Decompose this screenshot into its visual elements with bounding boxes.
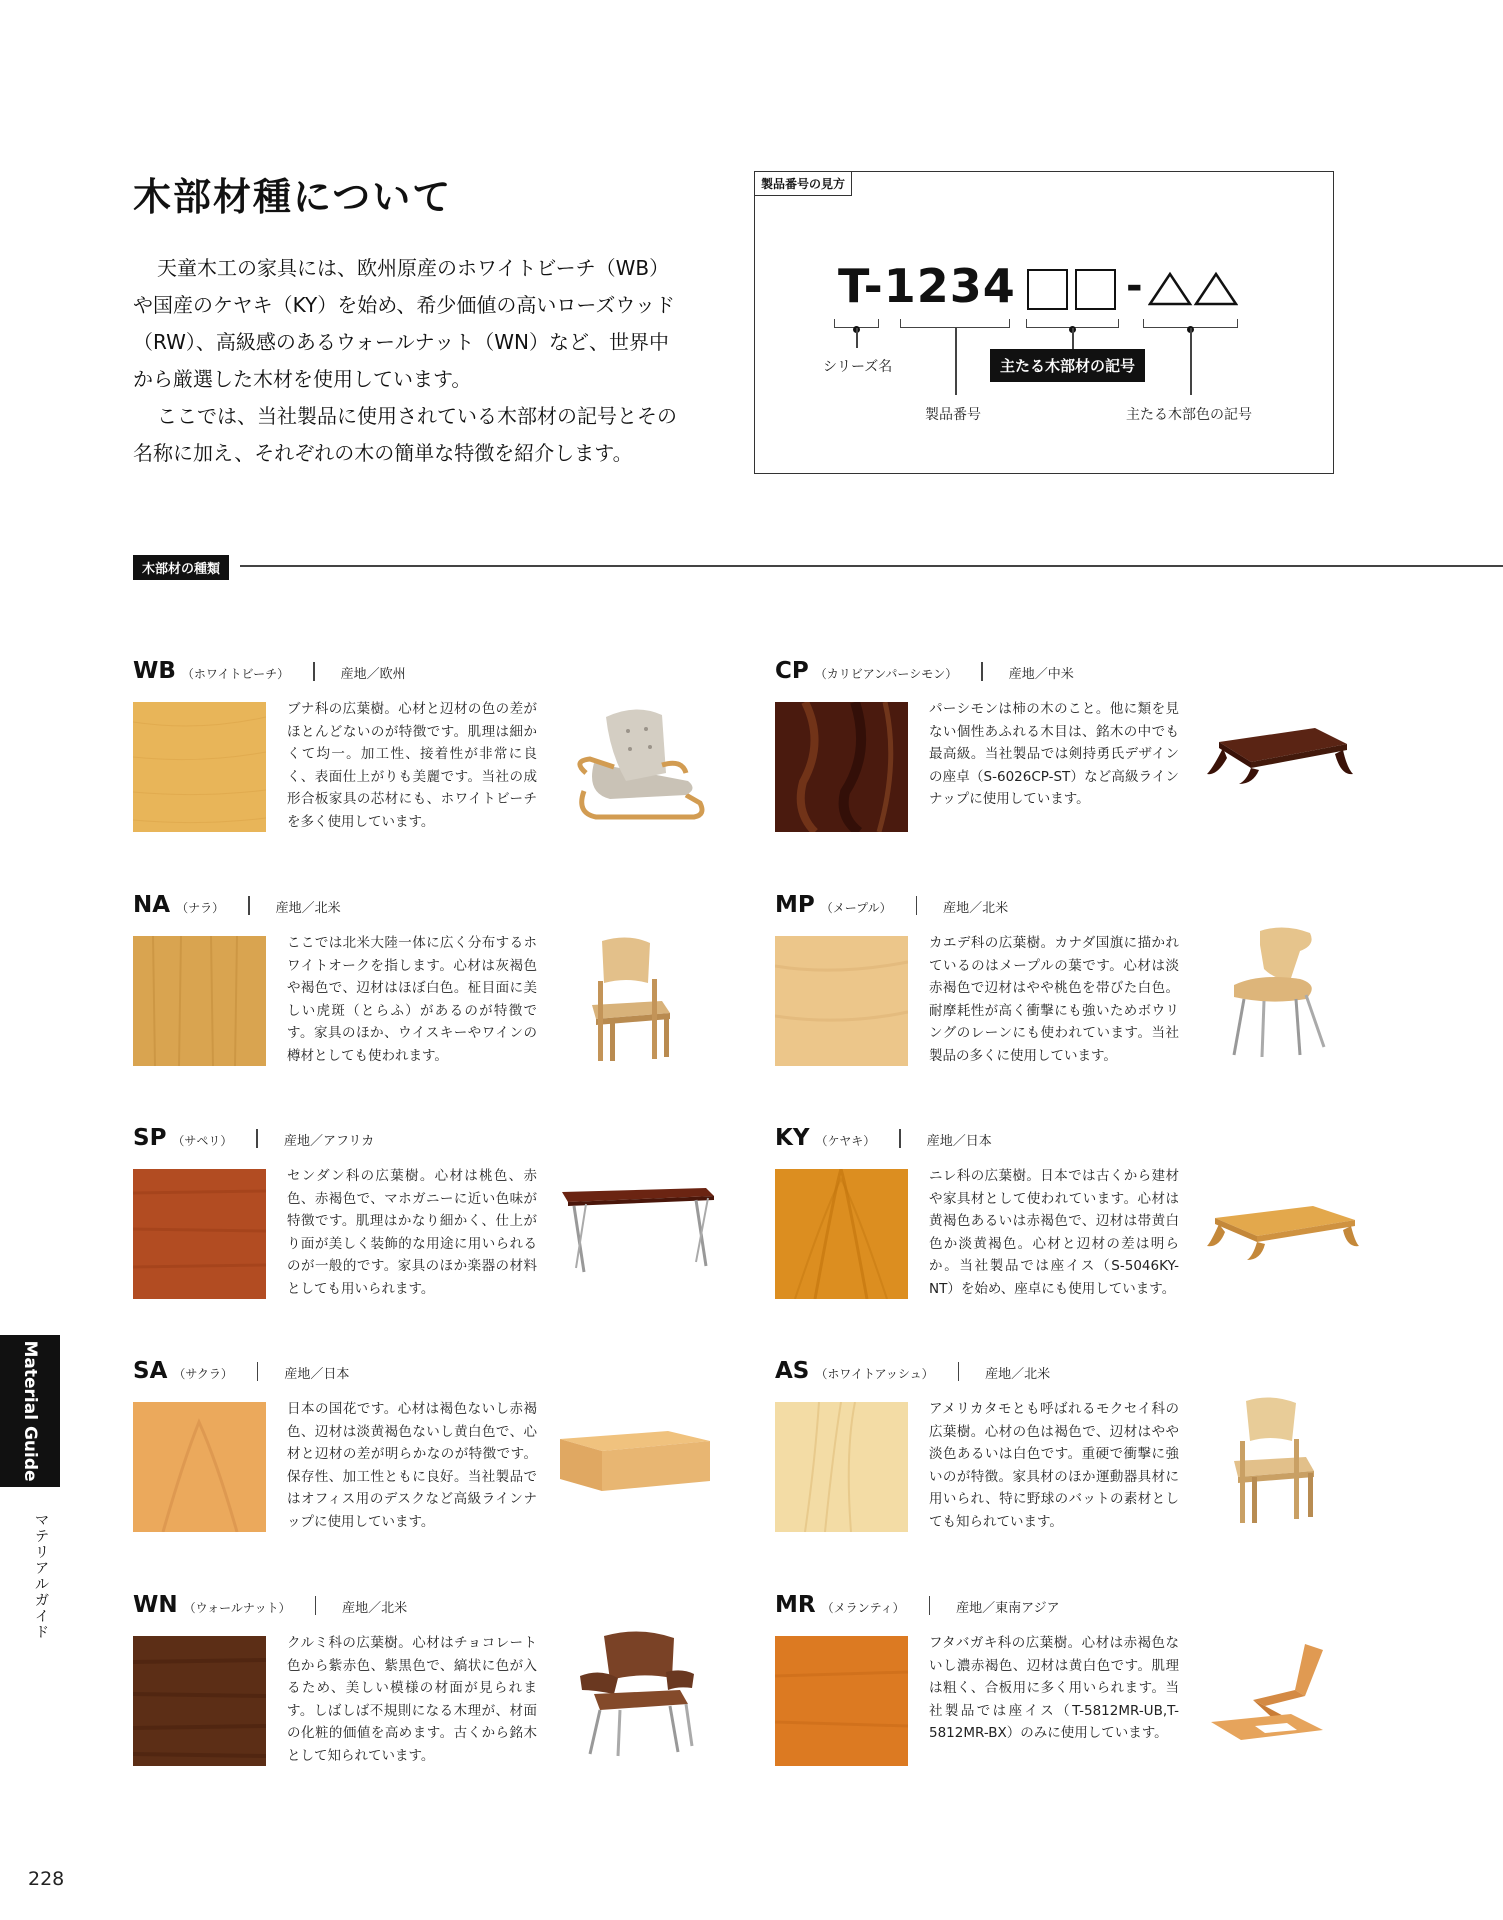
desk-image	[556, 1180, 716, 1280]
wood-desc-na: ここでは北米大陸一体に広く分布するホワイトオークを指します。心材は灰褐色や褐色で、辺材はほぼ白色。柾目面に美しい虎斑（とらふ）があるのが特徴です。家具のほか、ウイスキーやワインの樽材としても使われます。	[287, 935, 537, 1064]
wood-swatch-as	[775, 1402, 908, 1532]
wood-header-mr	[775, 1592, 1060, 1618]
line-color	[1190, 328, 1192, 395]
label-material: 主たる木部材の記号	[990, 349, 1145, 382]
wood-header-wn	[133, 1592, 407, 1618]
wood-header-cp	[775, 658, 1074, 684]
wood-code: WN	[133, 1592, 178, 1618]
triangle-placeholder-2	[1196, 274, 1236, 304]
wood-swatch-mp	[775, 936, 908, 1066]
wood-origin: 産地／北米	[943, 901, 1009, 916]
wood-swatch-sp	[133, 1169, 266, 1299]
intro-paragraph-2: ここでは、当社製品に使用されている木部材の記号とその名称に加え、それぞれの木の簡単な特徴を紹介します。	[133, 404, 677, 465]
wood-name: （ホワイトビーチ）	[181, 667, 290, 681]
wood-header-wb	[133, 658, 406, 684]
wood-code: SA	[133, 1358, 168, 1384]
wood-name: （ケヤキ）	[815, 1134, 876, 1148]
wood-header-ky	[775, 1125, 992, 1151]
wood-desc-wb: ブナ科の広葉樹。心材と辺材の色の差がほとんどないのが特徴です。肌理は細かくて均一。加工性、接着性が非常に良く、表面仕上がりも美麗です。当社の成形合板家具の芯材にも、ホワイトビーチを多く使用しています。	[287, 701, 537, 830]
wood-origin: 産地／アフリカ	[283, 1134, 375, 1149]
wood-name: （サペリ）	[172, 1134, 233, 1148]
wood-desc-wn: クルミ科の広葉樹。心材はチョコレート色から紫赤色、紫黒色で、縞状に色が入るため、美しい模様の材面が見られます。しばしば不規則になる木理が、材面の化粧的価値を高めます。古くから銘木として知られています。	[287, 1635, 537, 1764]
wood-name: （ナラ）	[176, 901, 225, 915]
guide-dash: -	[1126, 263, 1143, 309]
wood-name: （ホワイトアッシュ）	[815, 1367, 934, 1381]
wood-header-na	[133, 892, 341, 918]
wood-code: KY	[775, 1125, 810, 1151]
wood-swatch-cp	[775, 702, 908, 832]
line-series	[856, 328, 858, 348]
triangle-placeholders	[1148, 268, 1238, 308]
wood-desc-ky: ニレ科の広葉樹。日本では古くから建材や家具材として使われています。心材は黄褐色あるいは赤褐色で、辺材は帯黄白色か淡黄褐色。心材と辺材の差は明らか。当社製品では座イス（S-5046KY-NT）を始め、座卓にも使用しています。	[929, 1168, 1179, 1297]
intro-paragraph-1: 天童木工の家具には、欧州原産のホワイトビーチ（WB）や国産のケヤキ（KY）を始め、希少価値の高いローズウッド（RW）、高級感のあるウォールナット（WN）など、世界中から厳選した木材を使用しています。	[133, 256, 676, 391]
label-product: 製品番号	[925, 407, 981, 423]
section-tag: 木部材の種類	[133, 555, 229, 580]
wood-code: WB	[133, 658, 176, 684]
wood-name: （メープル）	[820, 901, 892, 915]
page-title: 木部材種について	[133, 175, 453, 219]
wood-header-sp	[133, 1125, 374, 1151]
wood-header-as	[775, 1358, 1050, 1384]
wood-desc-mp: カエデ科の広葉樹。カナダ国旗に描かれているのはメープルの葉です。心材は淡赤褐色で辺材はやや桃色を帯びた白色。耐摩耗性が高く衝撃にも強いためボウリングのレーンにも使われています。当社製品の多くに使用しています。	[929, 935, 1179, 1064]
wood-origin: 産地／東南アジア	[956, 1601, 1060, 1616]
wood-swatch-wn	[133, 1636, 266, 1766]
wood-swatch-mr	[775, 1636, 908, 1766]
armchair-image	[570, 1628, 700, 1758]
wood-code: MP	[775, 892, 815, 918]
wood-swatch-wb	[133, 702, 266, 832]
wood-code: AS	[775, 1358, 810, 1384]
wood-code: NA	[133, 892, 171, 918]
label-color: 主たる木部色の記号	[1126, 407, 1252, 423]
wood-origin: 産地／中米	[1008, 667, 1074, 682]
plywood-chair-image	[1210, 1395, 1330, 1530]
wood-desc-sa: 日本の国花です。心材は褐色ないし赤褐色、辺材は淡黄褐色ないし黄白色で、心材と辺材の差が明らかなのが特徴です。保存性、加工性ともに良好。当社製品ではオフィス用のデスクなど高級ラインナップに使用しています。	[287, 1401, 537, 1530]
wood-desc-mr: フタバガキ科の広葉樹。心材は赤褐色ないし濃赤褐色、辺材は黄白色です。肌理は粗く、合板用に多く用いられます。当社製品では座イス（T-5812MR-UB,T-5812MR-BX）のみに使用しています。	[929, 1635, 1179, 1741]
label-series: シリーズ名	[823, 359, 893, 375]
wood-desc-cp: パーシモンは柿の木のこと。他に類を見ない個性あふれる木目は、銘木の中でも最高級。当社製品では剣持勇氏デザインの座卓（S-6026CP-ST）など高級ラインナップに使用しています。	[929, 701, 1179, 807]
wood-code: CP	[775, 658, 809, 684]
wood-name: （ウォールナット）	[183, 1601, 291, 1615]
wood-origin: 産地／日本	[926, 1134, 992, 1149]
guide-tag: 製品番号の見方	[755, 172, 852, 196]
wood-code: MR	[775, 1592, 816, 1618]
wood-name: （カリビアンパーシモン）	[814, 667, 958, 681]
lounge-chair-image	[566, 703, 716, 823]
wood-origin: 産地／北米	[275, 901, 341, 916]
wood-swatch-sa	[133, 1402, 266, 1532]
wood-desc-as: アメリカタモとも呼ばれるモクセイ科の広葉樹。心材の色は褐色で、辺材はやや淡色あるいは白色です。重硬で衝撃に強いのが特徴。家具材のほか運動器具材に用いられ、特に野球のバットの素材としても知られています。	[929, 1401, 1179, 1530]
line-product	[955, 328, 957, 395]
chair-image	[566, 935, 686, 1065]
low-table-light-image	[1205, 1198, 1360, 1268]
block-table-image	[556, 1425, 716, 1500]
wood-swatch-na	[133, 936, 266, 1066]
wood-swatch-ky	[775, 1169, 908, 1299]
wood-code: SP	[133, 1125, 167, 1151]
wood-origin: 産地／日本	[284, 1367, 350, 1382]
triangle-placeholder-1	[1150, 274, 1190, 304]
wood-origin: 産地／北米	[342, 1601, 408, 1616]
side-label-jp: マテリアルガイド	[35, 1513, 49, 1641]
wood-origin: 産地／北米	[985, 1367, 1051, 1382]
section-divider	[240, 565, 1503, 567]
low-table-dark-image	[1205, 718, 1355, 788]
guide-code: T-1234	[838, 259, 1016, 313]
side-tab-label: Material Guide	[20, 1340, 40, 1482]
wood-origin: 産地／欧州	[340, 667, 406, 682]
page-number: 228	[28, 1868, 65, 1890]
wood-name: （メランティ）	[821, 1601, 905, 1615]
wood-desc-sp: センダン科の広葉樹。心材は桃色、赤色、赤褐色で、マホガニーに近い色味が特徴です。肌理はかなり細かく、仕上がり面が美しく装飾的な用途に用いられるのが一般的です。家具のほか楽器の材料としても用いられます。	[287, 1168, 537, 1297]
metal-leg-chair-image	[1220, 925, 1340, 1060]
intro-text	[133, 250, 688, 472]
square-placeholder-2	[1075, 269, 1116, 310]
wood-header-mp	[775, 892, 1008, 918]
bracket-product	[900, 319, 1010, 328]
square-placeholder-1	[1027, 269, 1068, 310]
wood-name: （サクラ）	[173, 1367, 233, 1381]
wood-header-sa	[133, 1358, 349, 1384]
line-material	[1072, 328, 1074, 350]
floor-chair-image	[1205, 1640, 1335, 1750]
